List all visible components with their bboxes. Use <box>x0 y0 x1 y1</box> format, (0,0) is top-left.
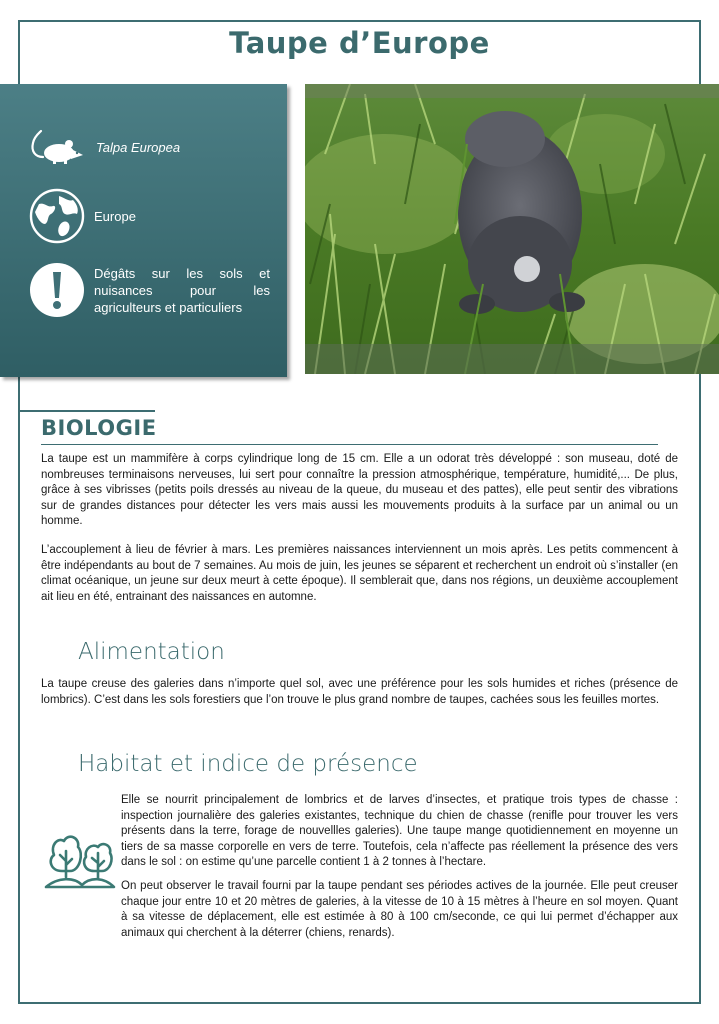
biologie-heading-underline <box>41 444 658 445</box>
globe-icon <box>28 187 86 245</box>
trees-icon <box>44 831 116 891</box>
region-row <box>28 187 136 245</box>
habitat-heading: Habitat et indice de présence <box>78 751 418 777</box>
alimentation-heading: Alimentation <box>78 639 225 665</box>
mole-photo <box>305 84 719 374</box>
damage-row <box>28 261 270 319</box>
alimentation-paragraph: La taupe creuse des galeries dans n’importe quel sol, avec une préférence pour les sols humides et riches (présence de lombrics). C’est dans les sols forestiers que l’on trouve le plus grand nombre de taupes, cachées sous les feuilles mortes. <box>41 678 678 706</box>
region-name: Europe <box>94 208 136 224</box>
biologie-heading: BIOLOGIE <box>41 416 157 440</box>
biologie-top-rule <box>18 410 155 412</box>
page-title: Taupe d’Europe <box>229 26 490 60</box>
damage-text: Dégâts sur les sols et nuisances pour les agriculteurs et particuliers <box>94 265 270 315</box>
species-name: Talpa Europea <box>96 139 181 155</box>
info-panel <box>0 84 287 377</box>
biologie-paragraph-1: La taupe est un mammifère à corps cylindrique long de 15 cm. Elle a un odorat très développé : son museau, doté de nombreuses terminaisons nerveuses, lui sert pour connaître la pression atmosphérique, température, humidité,... De plus, grâce à ses vibrisses (petits poils dressés au niveau de la queue, du museau et des pattes), elle peut sentir des vibrations sur de grandes distances pour détecter les vers mais aussi les mouvements produits à la surface par un animal ou un homme. <box>41 453 678 527</box>
habitat-paragraph-2: On peut observer le travail fourni par la taupe pendant ses périodes actives de la journée. Elle peut creuser chaque jour entre 10 et 20 mètres de galeries, à la vitesse de 10 à 15 mètres à l’heure en sol moyen. Quant à sa vitesse de déplacement, elle est estimée à 80 à 100 cm/seconde, ce qui lui permet d’échapper aux animaux qui cherchent à la déterrer (chiens, renards). <box>121 880 678 939</box>
mouse-icon <box>28 118 86 176</box>
exclamation-icon <box>28 261 86 319</box>
species-row <box>28 118 180 176</box>
biologie-paragraph-2: L’accouplement à lieu de février à mars. Les premières naissances interviennent un mois après. Les petits commencent à être indépendants au bout de 7 semaines. Au mois de juin, les jeunes se séparent et recherchent un endroit où s’installer (en climat océanique, un jeune sur deux meurt à cette époque). Il semblerait que, dans nos régions, un deuxième accouplement ait lieu en été, entrainant des naissances en automne. <box>41 544 678 603</box>
habitat-paragraph-1: Elle se nourrit principalement de lombrics et de larves d’insectes, et pratique trois types de chasse : inspection journalière des galeries existantes, technique du chien de chasse (renifle pour trouver les vers présents dans la terre, forage de nouvellles galeries). Une taupe mange quotidiennement en moyenne un tiers de sa masse corporelle en vers de terre. Toutefois, cela n’affecte pas réellement la présence des vers dans le sol : on estime qu’une parcelle contient 1 à 2 tonnes à l’hectare. <box>121 794 678 868</box>
